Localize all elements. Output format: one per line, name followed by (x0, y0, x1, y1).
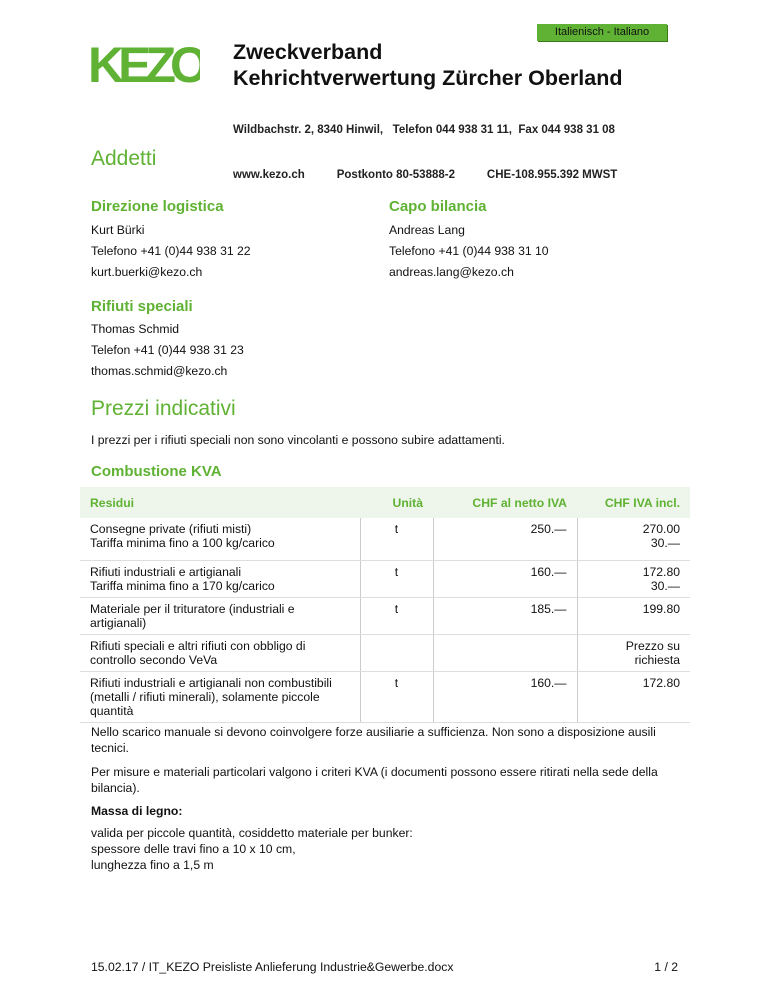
org-address: Wildbachstr. 2, 8340 Hinwil, Telefon 044 938 31 11, Fax 044 938 31 08 www.kezo.ch Postkonto 80-53888-2 CHE-108.955.392 MWST (233, 124, 618, 181)
logistica-phone: Telefono +41 (0)44 938 31 22 (91, 244, 251, 258)
logistica-heading: Direzione logistica (91, 198, 224, 215)
cell-incl: Prezzo su richiesta (577, 635, 690, 672)
bilancia-email[interactable]: andreas.lang@kezo.ch (389, 265, 514, 279)
col-header-unita: Unità (360, 487, 433, 518)
cell-netto: 185.— (433, 598, 577, 635)
cell-residui: Rifiuti industriali e artigianali non combustibili (metalli / rifiuti minerali), solamente piccole quantità (80, 672, 360, 723)
speciali-phone: Telefon +41 (0)44 938 31 23 (91, 343, 244, 357)
cell-unita (360, 635, 433, 672)
legno-text: valida per piccole quantità, cosiddetto materiale per bunker: spessore delle travi fino a 10 x 10 cm, lunghezza fino a 1,5 m (91, 826, 413, 872)
speciali-email[interactable]: thomas.schmid@kezo.ch (91, 364, 228, 378)
table-row (80, 672, 690, 723)
addetti-heading: Addetti (91, 147, 157, 170)
table-row (80, 518, 690, 561)
col-header-residui: Residui (80, 487, 360, 518)
cell-unita: t (360, 561, 433, 598)
combustione-heading: Combustione KVA (91, 463, 222, 480)
footer-page: 1 / 2 (654, 960, 678, 974)
cell-netto: 250.— (433, 518, 577, 561)
table-row (80, 635, 690, 672)
note-scarico: Nello scarico manuale si devono coinvolgere forze ausiliarie a sufficienza. Non sono a disposizione ausili tecnici. (91, 725, 656, 755)
kezo-logo (88, 40, 200, 93)
col-header-incl: CHF IVA incl. (577, 487, 690, 518)
cell-residui: Rifiuti speciali e altri rifiuti con obbligo di controllo secondo VeVa (80, 635, 360, 672)
cell-residui: Rifiuti industriali e artigianali Tariffa minima fino a 170 kg/carico (80, 561, 360, 598)
cell-incl: 172.80 (577, 672, 690, 723)
bilancia-phone: Telefono +41 (0)44 938 31 10 (389, 244, 549, 258)
cell-netto: 160.— (433, 561, 577, 598)
cell-incl: 270.00 30.— (577, 518, 690, 561)
cell-netto: 160.— (433, 672, 577, 723)
cell-unita: t (360, 518, 433, 561)
cell-unita: t (360, 672, 433, 723)
cell-residui: Consegne private (rifiuti misti) Tariffa minima fino a 100 kg/carico (80, 518, 360, 561)
bilancia-name: Andreas Lang (389, 223, 465, 237)
cell-residui: Materiale per il trituratore (industriali e artigianali) (80, 598, 360, 635)
cell-unita: t (360, 598, 433, 635)
language-badge: Italienisch - Italiano (537, 24, 667, 41)
logistica-email[interactable]: kurt.buerki@kezo.ch (91, 265, 203, 279)
org-name: Zweckverband Kehrichtverwertung Zürcher Oberland (233, 40, 623, 90)
footer-doc: 15.02.17 / IT_KEZO Preisliste Anlieferung Industrie&Gewerbe.docx (91, 960, 454, 974)
cell-incl: 199.80 (577, 598, 690, 635)
speciali-name: Thomas Schmid (91, 322, 180, 336)
svg-text:KEZO: KEZO (88, 40, 200, 88)
prezzi-intro: I prezzi per i rifiuti speciali non sono vincolanti e possono subire adattamenti. (91, 433, 505, 447)
col-header-netto: CHF al netto IVA (433, 487, 577, 518)
legno-heading: Massa di legno: (91, 804, 183, 818)
note-criteri: Per misure e materiali particolari valgono i criteri KVA (i documenti possono essere ritirati nella sede della bilancia). (91, 765, 658, 795)
logistica-name: Kurt Bürki (91, 223, 145, 237)
bilancia-heading: Capo bilancia (389, 198, 487, 215)
cell-incl: 172.80 30.— (577, 561, 690, 598)
table-row (80, 598, 690, 635)
table-row (80, 561, 690, 598)
speciali-heading: Rifiuti speciali (91, 298, 193, 315)
cell-netto (433, 635, 577, 672)
prezzi-heading: Prezzi indicativi (91, 397, 236, 420)
price-table (80, 487, 690, 723)
